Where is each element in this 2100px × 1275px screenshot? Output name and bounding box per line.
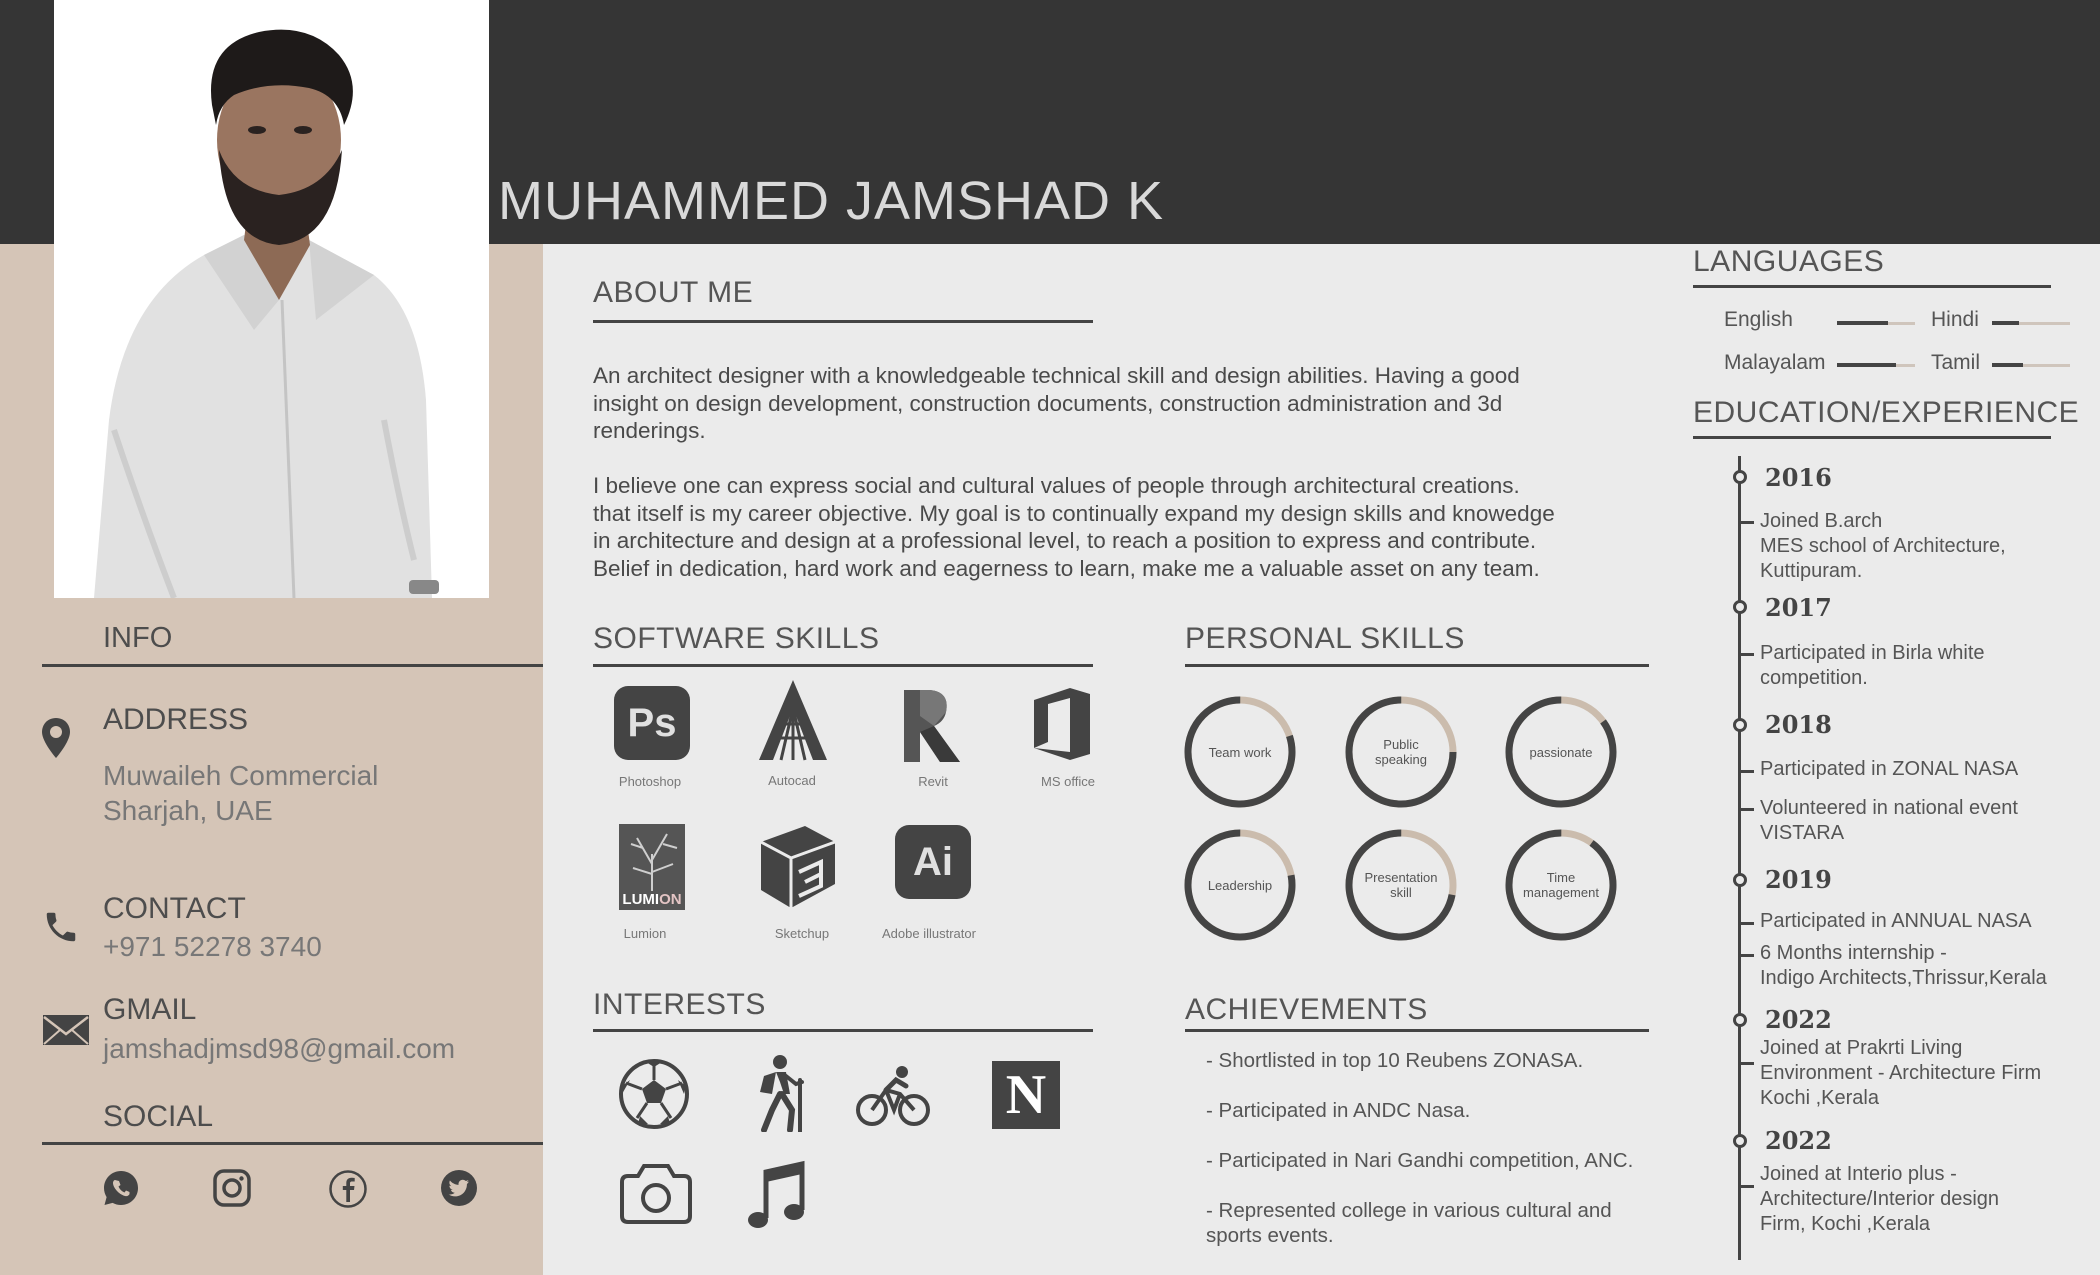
info-title: INFO bbox=[103, 622, 173, 654]
address-line-2: Sharjah, UAE bbox=[103, 795, 273, 826]
location-pin-icon bbox=[40, 716, 72, 760]
timeline-entry: Participated in ZONAL NASA bbox=[1760, 758, 2019, 780]
music-note-icon bbox=[746, 1160, 806, 1232]
timeline-tick bbox=[1740, 808, 1754, 811]
sketchup-icon bbox=[755, 822, 837, 910]
software-label-lumion: Lumion bbox=[623, 926, 667, 941]
netflix-icon: N bbox=[992, 1061, 1060, 1129]
education-rule bbox=[1693, 436, 2051, 439]
whatsapp-icon[interactable] bbox=[101, 1168, 141, 1208]
interests-rule bbox=[593, 1029, 1093, 1032]
skill-ring-label: passionate bbox=[1529, 744, 1593, 760]
illustrator-icon: Ai bbox=[895, 825, 971, 899]
about-paragraph-2: I believe one can express social and cultural values of people through architectural creations. that itself is my career objective. My goal is to continually expand my design skills and knowedge in architecture and design at a professional level, to reach a position to express and contribute. Belief in dedication, hard work and eagerness to learn, make me a valuable asset on any team. bbox=[593, 473, 1555, 581]
timeline-entry: Participated in ANNUAL NASA bbox=[1760, 910, 2032, 932]
timeline-dot bbox=[1733, 718, 1747, 732]
skill-ring-label: Time management bbox=[1523, 870, 1599, 900]
languages-title: LANGUAGES bbox=[1693, 245, 1885, 278]
timeline-year: 2017 bbox=[1765, 593, 1832, 622]
software-label-ms-office: MS office bbox=[1041, 774, 1095, 789]
software-label-photoshop: Photoshop bbox=[618, 774, 682, 789]
achievement-item: - Participated in ANDC Nasa. bbox=[1206, 1099, 1471, 1122]
language-name: Malayalam bbox=[1724, 351, 1826, 374]
twitter-icon[interactable] bbox=[439, 1168, 479, 1208]
personal-skills-title: PERSONAL SKILLS bbox=[1185, 622, 1465, 655]
achievement-item: - Shortlisted in top 10 Reubens ZONASA. bbox=[1206, 1049, 1584, 1072]
achievement-item: - Participated in Nari Gandhi competition, ANC. bbox=[1206, 1149, 1634, 1172]
language-level-bar bbox=[1837, 322, 1915, 325]
language-level-bar bbox=[1992, 322, 2070, 325]
timeline-tick bbox=[1740, 954, 1754, 957]
phone-number[interactable]: +971 52278 3740 bbox=[103, 931, 322, 962]
profile-photo bbox=[54, 0, 489, 598]
languages-rule bbox=[1693, 285, 2051, 288]
hiking-icon bbox=[750, 1054, 810, 1132]
timeline-entry: 6 Months internship - Indigo Architects,Thrissur,Kerala bbox=[1760, 942, 2047, 989]
social-rule bbox=[42, 1142, 543, 1145]
software-skills-rule bbox=[593, 664, 1093, 667]
timeline-year: 2016 bbox=[1765, 463, 1832, 492]
skill-ring-label: Presentation skill bbox=[1364, 870, 1438, 900]
language-level-bar bbox=[1837, 364, 1915, 367]
software-label-autocad: Autocad bbox=[768, 773, 816, 788]
education-title: EDUCATION/EXPERIENCE bbox=[1693, 396, 2080, 429]
skill-ring-label: Leadership bbox=[1207, 877, 1273, 893]
about-rule bbox=[593, 320, 1093, 323]
skill-ring-label: Public speaking bbox=[1374, 737, 1428, 767]
cycling-icon bbox=[856, 1064, 930, 1128]
timeline-tick bbox=[1740, 922, 1754, 925]
software-label-revit: Revit bbox=[918, 774, 948, 789]
software-skills-title: SOFTWARE SKILLS bbox=[593, 622, 880, 655]
timeline-tick bbox=[1740, 653, 1754, 656]
timeline-entry: Joined B.arch MES school of Architecture, Kuttipuram. bbox=[1760, 510, 2006, 582]
address-title: ADDRESS bbox=[103, 703, 249, 736]
info-rule bbox=[42, 664, 543, 667]
camera-icon bbox=[620, 1162, 692, 1224]
achievement-item: - Represented college in various cultural and sports events. bbox=[1206, 1199, 1612, 1247]
phone-icon bbox=[42, 908, 80, 946]
software-label-illustrator: Adobe illustrator bbox=[882, 926, 976, 941]
timeline-tick bbox=[1740, 770, 1754, 773]
achievements-title: ACHIEVEMENTS bbox=[1185, 993, 1428, 1026]
ms-office-icon bbox=[1030, 686, 1094, 762]
timeline-dot bbox=[1733, 470, 1747, 484]
personal-skills-rule bbox=[1185, 664, 1649, 667]
candidate-name: MUHAMMED JAMSHAD K bbox=[498, 171, 1165, 231]
address-line-1: Muwaileh Commercial bbox=[103, 760, 379, 791]
language-name: English bbox=[1724, 308, 1793, 331]
skill-ring-label: Team work bbox=[1208, 744, 1272, 760]
language-name: Hindi bbox=[1931, 308, 1979, 331]
email-address[interactable]: jamshadjmsd98@gmail.com bbox=[103, 1033, 456, 1064]
football-icon bbox=[618, 1058, 690, 1130]
lumion-icon: LUMION bbox=[619, 824, 685, 910]
timeline-year: 2018 bbox=[1765, 710, 1832, 739]
language-name: Tamil bbox=[1931, 351, 1981, 374]
timeline-year: 2022 bbox=[1765, 1126, 1832, 1155]
software-label-sketchup: Sketchup bbox=[774, 926, 830, 941]
autocad-icon bbox=[755, 678, 831, 762]
social-title: SOCIAL bbox=[103, 1100, 214, 1133]
timeline-dot bbox=[1733, 600, 1747, 614]
about-title: ABOUT ME bbox=[593, 276, 754, 309]
mail-icon bbox=[42, 1014, 90, 1046]
timeline-tick bbox=[1740, 1062, 1754, 1065]
instagram-icon[interactable] bbox=[212, 1168, 252, 1208]
timeline-entry: Joined at Interio plus - Architecture/Interior design Firm, Kochi ,Kerala bbox=[1760, 1163, 2000, 1235]
timeline-entry: Joined at Prakrti Living Environment - Architecture Firm Kochi ,Kerala bbox=[1760, 1037, 2042, 1109]
timeline-dot bbox=[1733, 1013, 1747, 1027]
timeline-year: 2019 bbox=[1765, 865, 1832, 894]
achievements-rule bbox=[1185, 1029, 1649, 1032]
language-level-bar bbox=[1992, 364, 2070, 367]
contact-title: CONTACT bbox=[103, 892, 246, 925]
timeline-dot bbox=[1733, 1134, 1747, 1148]
timeline-entry: Participated in Birla white competition. bbox=[1760, 642, 1985, 689]
facebook-icon[interactable] bbox=[328, 1169, 368, 1209]
gmail-title: GMAIL bbox=[103, 993, 197, 1026]
timeline-year: 2022 bbox=[1765, 1005, 1832, 1034]
interests-title: INTERESTS bbox=[593, 988, 766, 1021]
photoshop-icon: Ps bbox=[614, 686, 690, 760]
revit-icon bbox=[900, 686, 964, 764]
timeline-tick bbox=[1740, 521, 1754, 524]
timeline-tick bbox=[1740, 1185, 1754, 1188]
timeline-entry: Volunteered in national event VISTARA bbox=[1760, 797, 2018, 844]
timeline-dot bbox=[1733, 873, 1747, 887]
about-paragraph-1: An architect designer with a knowledgeable technical skill and design abilities. Having a good insight on design development, construction documents, construction administration and 3d renderings. bbox=[593, 363, 1520, 443]
